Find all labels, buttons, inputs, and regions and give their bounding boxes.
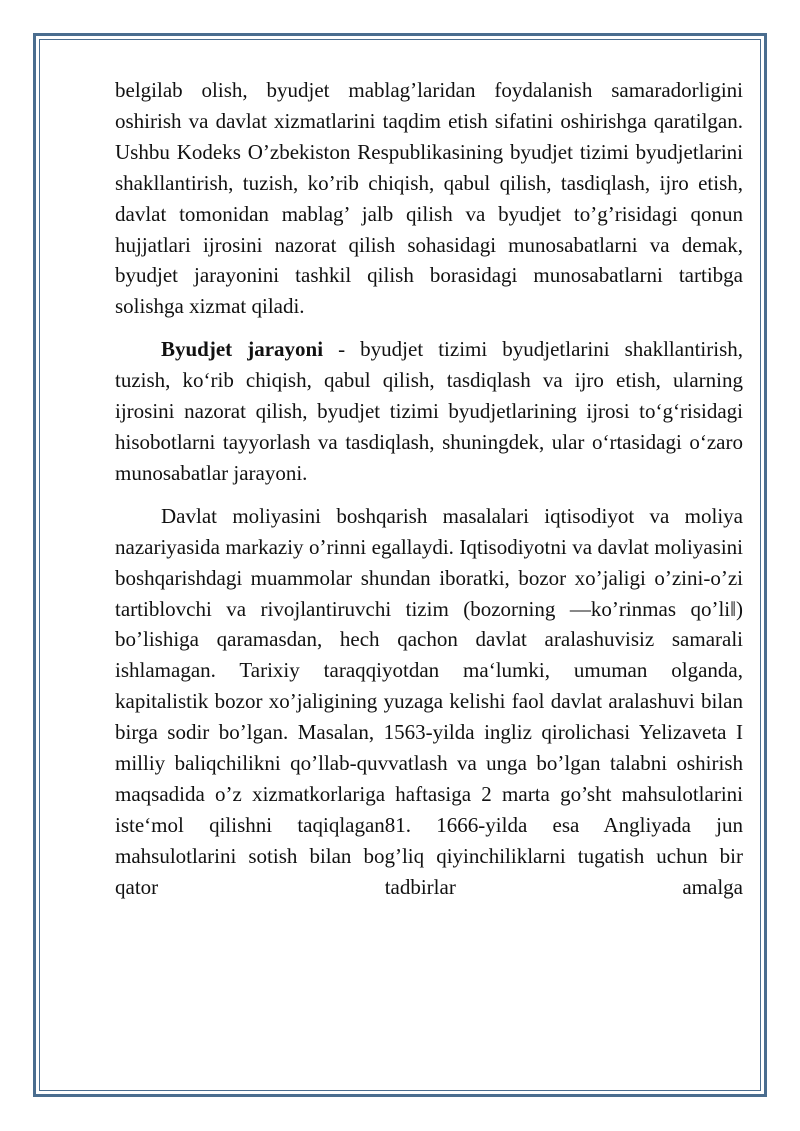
paragraph-budget-code-purpose: belgilab olish, byudjet mablag’laridan foydalanish samaradorligini oshirish va davlat xizmatlarini taqdim etish sifatini oshirishga qaratilgan. Ushbu Kodeks O’zbekiston Respublikasining byudjet tizimi byudjetlarini shakllantirish, tuzish, ko’rib chiqish, qabul qilish, tasdiqlash, ijro etish, davlat tomonidan mablag’ jalb qilish va byudjet to’g’risidagi qonun hujjatlari ijrosini nazorat qilish sohasidagi munosabatlarni va demak, byudjet jarayonini tashkil qilish borasidagi munosabatlarni tartibga solishga xizmat qiladi. xyxy=(115,78,743,319)
paragraph-budget-process-definition xyxy=(115,334,743,489)
defined-term: Byudjet jarayoni xyxy=(161,337,324,362)
document-body xyxy=(115,75,743,915)
definition-text: - byudjet tizimi byudjetlarini shakllantirish, tuzish, ko‘rib chiqish, qabul qilish, tasdiqlash va ijro etish, ularning ijrosini nazorat qilish, byudjet tizimi byudjetlarining ijrosi to‘g‘risidagi hisobotlarni tayyorlash va tasdiqlash, shuningdek, ular o‘rtasidagi o‘zaro munosabatlar jarayoni. xyxy=(115,337,744,485)
paragraph-public-finance-management: Davlat moliyasini boshqarish masalalari iqtisodiyot va moliya nazariyasida markaziy o’rinni egallaydi. Iqtisodiyotni va davlat moliyasini boshqarishdagi muammolar shundan iboratki, bozor xo’jaligi o’zini-o’zi tartiblovchi va rivojlantiruvchi tizim (bozorning ―ko’rinmas qo’li‖) bo’lishiga qaramasdan, hech qachon davlat aralashuvisiz samarali ishlamagan. Tarixiy taraqqiyotdan ma‘lumki, umuman olganda, kapitalistik bozor xo’jaligining yuzaga kelishi faol davlat aralashuvi bilan birga sodir bo’lgan. Masalan, 1563-yilda ingliz qirolichasi Yelizaveta I milliy baliqchilikni qo’llab-quvvatlash va unga bo’lgan talabni oshirish maqsadida o’z xizmatkorlariga haftasiga 2 marta go’sht mahsulotlarini iste‘mol qilishni taqiqlagan81. 1666-yilda esa Angliyada jun mahsulotlarini sotish bilan bog’liq qiyinchiliklarni tugatish uchun bir qator tadbirlar amalga xyxy=(115,503,743,899)
